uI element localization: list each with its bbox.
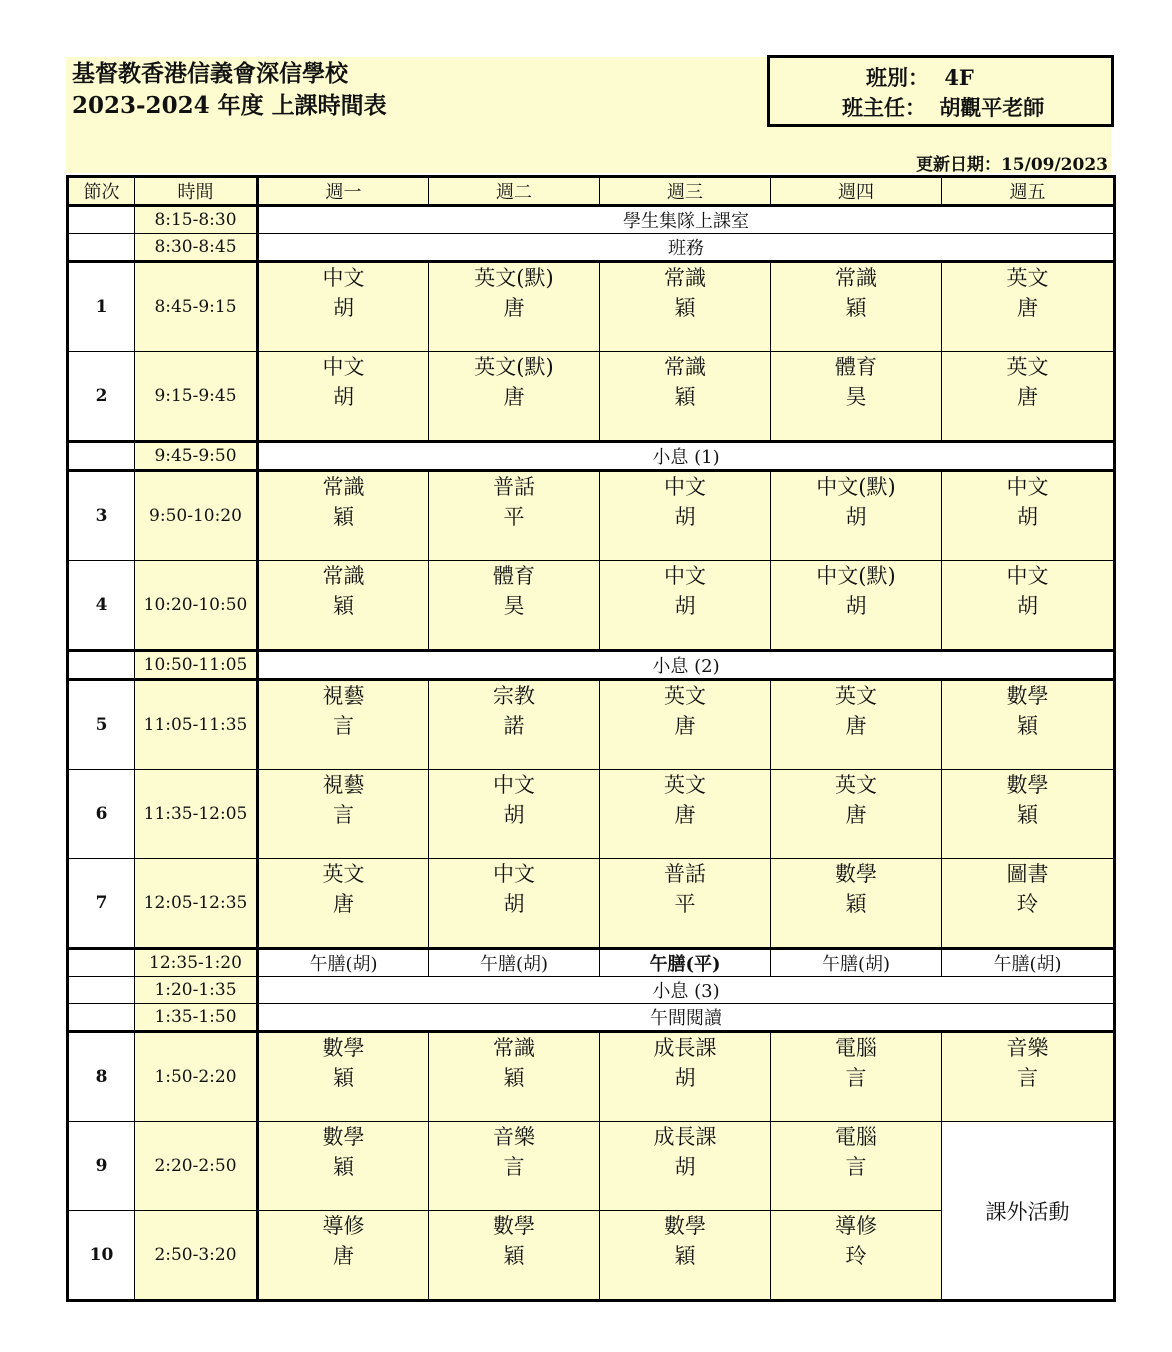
lesson-cell (429, 1211, 600, 1301)
teacher-name: 胡 (674, 505, 696, 529)
teacher-name: 平 (674, 892, 696, 916)
teacher-name: 言 (503, 1155, 525, 1179)
subject-name: 電腦 (835, 1125, 877, 1149)
teacher-name: 唐 (333, 892, 354, 916)
timetable-row (68, 859, 1115, 949)
class-info-box (767, 55, 1114, 127)
header-fri: 週五 (942, 177, 1115, 206)
time-slot: 8:30-8:45 (135, 234, 258, 262)
subject-name: 宗教 (493, 684, 535, 708)
teacher-name: 言 (333, 714, 354, 738)
teacher-name: 唐 (845, 803, 867, 827)
teacher-label: 班主任： (842, 95, 926, 120)
subject-name: 音樂 (1006, 1036, 1049, 1060)
teacher-name: 胡 (845, 594, 867, 618)
lesson-cell (942, 770, 1115, 859)
lesson-cell (942, 680, 1115, 770)
period-number: 8 (68, 1032, 135, 1122)
subject-name: 圖書 (1006, 862, 1049, 886)
lesson-cell (600, 471, 771, 561)
subject-name: 體育 (835, 355, 877, 379)
period-number: 6 (68, 770, 135, 859)
subject-name: 中文 (664, 475, 706, 499)
timetable (66, 175, 1116, 1302)
period-number: 7 (68, 859, 135, 949)
period-number (68, 977, 135, 1004)
lesson-cell (429, 352, 600, 442)
subject-name: 音樂 (493, 1125, 535, 1149)
lesson-cell (258, 770, 429, 859)
time-slot: 8:45-9:15 (135, 262, 258, 352)
teacher-name: 穎 (333, 505, 354, 529)
timetable-row (68, 206, 1115, 234)
teacher-value: 胡觀平老師 (939, 95, 1045, 120)
time-slot: 1:50-2:20 (135, 1032, 258, 1122)
lesson-cell (429, 680, 600, 770)
lesson-cell (771, 471, 942, 561)
teacher-name: 唐 (674, 714, 696, 738)
lesson-cell (771, 1122, 942, 1211)
lesson-cell (600, 1032, 771, 1122)
teacher-name: 唐 (674, 803, 696, 827)
lesson-cell (771, 561, 942, 651)
subject-name: 成長課 (653, 1125, 717, 1149)
header-period: 節次 (68, 177, 135, 206)
header-time: 時間 (135, 177, 258, 206)
teacher-name: 言 (333, 803, 354, 827)
lesson-cell (429, 859, 600, 949)
timetable-row (68, 471, 1115, 561)
time-slot: 9:45-9:50 (135, 442, 258, 471)
teacher-name: 平 (503, 505, 525, 529)
activity-cell: 班務 (258, 234, 1115, 262)
period-number: 4 (68, 561, 135, 651)
lesson-cell (600, 262, 771, 352)
subject-name: 中文 (322, 266, 365, 290)
class-value: 4F (944, 65, 974, 90)
lesson-cell (600, 859, 771, 949)
period-number: 2 (68, 352, 135, 442)
lunch-cell: 午膳(胡) (771, 949, 942, 977)
header-tue: 週二 (429, 177, 600, 206)
teacher-name: 唐 (1017, 296, 1038, 320)
teacher-name: 唐 (845, 714, 867, 738)
subject-name: 電腦 (835, 1036, 877, 1060)
teacher-name: 穎 (845, 296, 867, 320)
teacher-name: 胡 (333, 385, 354, 409)
subject-name: 普話 (664, 862, 706, 886)
subject-name: 數學 (664, 1214, 706, 1238)
period-number (68, 1004, 135, 1032)
subject-name: 英文 (322, 862, 365, 886)
year-title: 2023-2024 年度 上課時間表 (72, 92, 387, 119)
lesson-cell (942, 561, 1115, 651)
subject-name: 中文 (493, 862, 535, 886)
teacher-name: 言 (845, 1155, 867, 1179)
subject-name: 數學 (1006, 773, 1049, 797)
lunch-cell: 午膳(胡) (258, 949, 429, 977)
lesson-cell (771, 859, 942, 949)
teacher-name: 唐 (503, 296, 525, 320)
teacher-name: 穎 (333, 1155, 354, 1179)
subject-name: 導修 (835, 1214, 877, 1238)
lesson-cell (600, 561, 771, 651)
lesson-cell (258, 561, 429, 651)
teacher-name: 言 (845, 1066, 867, 1090)
subject-name: 中文 (1006, 564, 1049, 588)
time-slot: 9:50-10:20 (135, 471, 258, 561)
page-title (72, 58, 387, 122)
subject-name: 數學 (493, 1214, 535, 1238)
teacher-name: 穎 (333, 1066, 354, 1090)
time-slot: 10:50-11:05 (135, 651, 258, 680)
subject-name: 常識 (322, 475, 365, 499)
lesson-cell (429, 1122, 600, 1211)
timetable-row (68, 651, 1115, 680)
subject-name: 英文 (1006, 266, 1049, 290)
period-number: 5 (68, 680, 135, 770)
lesson-cell (258, 859, 429, 949)
subject-name: 英文(默) (474, 266, 554, 290)
teacher-name: 胡 (333, 296, 354, 320)
teacher-name: 諾 (503, 714, 525, 738)
timetable-row (68, 234, 1115, 262)
lesson-cell (258, 680, 429, 770)
lesson-cell (942, 859, 1115, 949)
period-number (68, 651, 135, 680)
lesson-cell (771, 1032, 942, 1122)
lesson-cell (942, 262, 1115, 352)
subject-name: 常識 (664, 355, 706, 379)
teacher-name: 胡 (674, 594, 696, 618)
activity-cell: 小息 (1) (258, 442, 1115, 471)
timetable-row (68, 442, 1115, 471)
lesson-cell (258, 1032, 429, 1122)
subject-name: 英文 (664, 684, 706, 708)
lunch-cell: 午膳(胡) (429, 949, 600, 977)
time-slot: 10:20-10:50 (135, 561, 258, 651)
lesson-cell (429, 561, 600, 651)
lesson-cell (429, 471, 600, 561)
subject-name: 中文 (1006, 475, 1049, 499)
lesson-cell (600, 352, 771, 442)
subject-name: 數學 (322, 1125, 365, 1149)
class-line (866, 62, 974, 92)
subject-name: 數學 (835, 862, 877, 886)
subject-name: 英文 (1006, 355, 1049, 379)
lesson-cell (942, 1032, 1115, 1122)
teacher-name: 穎 (333, 594, 354, 618)
lesson-cell (600, 770, 771, 859)
lunch-cell: 午膳(胡) (942, 949, 1115, 977)
subject-name: 中文(默) (816, 564, 896, 588)
subject-name: 中文 (493, 773, 535, 797)
subject-name: 英文 (835, 773, 877, 797)
header-wed: 週三 (600, 177, 771, 206)
time-slot: 2:20-2:50 (135, 1122, 258, 1211)
timetable-row (68, 1032, 1115, 1122)
timetable-row (68, 977, 1115, 1004)
timetable-row (68, 1122, 1115, 1211)
teacher-name: 穎 (674, 1244, 696, 1268)
subject-name: 數學 (1006, 684, 1049, 708)
time-slot: 2:50-3:20 (135, 1211, 258, 1301)
class-label: 班別： (866, 65, 929, 90)
timetable-row (68, 352, 1115, 442)
lesson-cell (600, 1122, 771, 1211)
subject-name: 中文(默) (816, 475, 896, 499)
lesson-cell (429, 1032, 600, 1122)
lesson-cell (771, 770, 942, 859)
subject-name: 數學 (322, 1036, 365, 1060)
subject-name: 常識 (835, 266, 877, 290)
teacher-name: 胡 (845, 505, 867, 529)
teacher-name: 穎 (674, 296, 696, 320)
lesson-cell (771, 352, 942, 442)
teacher-name: 穎 (503, 1244, 525, 1268)
lesson-cell (258, 262, 429, 352)
lesson-cell (429, 770, 600, 859)
activity-cell: 小息 (3) (258, 977, 1115, 1004)
teacher-name: 穎 (503, 1066, 525, 1090)
header-row (68, 177, 1115, 206)
teacher-name: 言 (1017, 1066, 1038, 1090)
activity-cell: 學生集隊上課室 (258, 206, 1115, 234)
teacher-name: 昊 (503, 594, 525, 618)
subject-name: 中文 (322, 355, 365, 379)
teacher-name: 胡 (503, 803, 525, 827)
teacher-name: 唐 (333, 1244, 354, 1268)
time-slot: 1:20-1:35 (135, 977, 258, 1004)
subject-name: 英文 (664, 773, 706, 797)
timetable-row (68, 561, 1115, 651)
period-number: 3 (68, 471, 135, 561)
subject-name: 常識 (664, 266, 706, 290)
header-mon: 週一 (258, 177, 429, 206)
subject-name: 英文 (835, 684, 877, 708)
time-slot: 9:15-9:45 (135, 352, 258, 442)
extra-activity-cell: 課外活動 (942, 1122, 1115, 1301)
lesson-cell (258, 1122, 429, 1211)
lesson-cell (258, 352, 429, 442)
teacher-name: 穎 (674, 385, 696, 409)
school-name: 基督教香港信義會深信學校 (72, 60, 348, 87)
subject-name: 常識 (322, 564, 365, 588)
teacher-name: 胡 (674, 1155, 696, 1179)
subject-name: 中文 (664, 564, 706, 588)
time-slot: 11:35-12:05 (135, 770, 258, 859)
subject-name: 視藝 (322, 773, 365, 797)
lesson-cell (429, 262, 600, 352)
teacher-name: 玲 (1017, 892, 1038, 916)
teacher-name: 穎 (1017, 803, 1038, 827)
timetable-row (68, 949, 1115, 977)
teacher-name: 胡 (1017, 594, 1038, 618)
timetable-row (68, 262, 1115, 352)
lesson-cell (258, 1211, 429, 1301)
lesson-cell (600, 680, 771, 770)
subject-name: 視藝 (322, 684, 365, 708)
activity-cell: 午間閱讀 (258, 1004, 1115, 1032)
activity-cell: 小息 (2) (258, 651, 1115, 680)
period-number: 1 (68, 262, 135, 352)
timetable-row (68, 1004, 1115, 1032)
updated-date: 更新日期：15/09/2023 (915, 155, 1108, 175)
teacher-name: 玲 (845, 1244, 867, 1268)
lesson-cell (771, 680, 942, 770)
teacher-name: 胡 (674, 1066, 696, 1090)
time-slot: 12:35-1:20 (135, 949, 258, 977)
lesson-cell (942, 352, 1115, 442)
subject-name: 普話 (493, 475, 535, 499)
time-slot: 12:05-12:35 (135, 859, 258, 949)
period-number: 9 (68, 1122, 135, 1211)
lesson-cell (258, 471, 429, 561)
teacher-name: 胡 (1017, 505, 1038, 529)
teacher-name: 穎 (845, 892, 867, 916)
time-slot: 11:05-11:35 (135, 680, 258, 770)
time-slot: 8:15-8:30 (135, 206, 258, 234)
teacher-name: 唐 (1017, 385, 1038, 409)
timetable-row (68, 680, 1115, 770)
teacher-name: 穎 (1017, 714, 1038, 738)
period-number (68, 234, 135, 262)
subject-name: 導修 (322, 1214, 365, 1238)
subject-name: 成長課 (653, 1036, 717, 1060)
lesson-cell (942, 471, 1115, 561)
lesson-cell (600, 1211, 771, 1301)
lunch-cell: 午膳(平) (600, 949, 771, 977)
timetable-row (68, 770, 1115, 859)
subject-name: 體育 (493, 564, 535, 588)
subject-name: 常識 (493, 1036, 535, 1060)
teacher-name: 昊 (845, 385, 867, 409)
teacher-name: 唐 (503, 385, 525, 409)
period-number (68, 949, 135, 977)
header-thu: 週四 (771, 177, 942, 206)
period-number (68, 206, 135, 234)
period-number (68, 442, 135, 471)
lesson-cell (771, 1211, 942, 1301)
time-slot: 1:35-1:50 (135, 1004, 258, 1032)
teacher-name: 胡 (503, 892, 525, 916)
lesson-cell (771, 262, 942, 352)
class-teacher-line (842, 92, 1044, 122)
subject-name: 英文(默) (474, 355, 554, 379)
period-number: 10 (68, 1211, 135, 1301)
